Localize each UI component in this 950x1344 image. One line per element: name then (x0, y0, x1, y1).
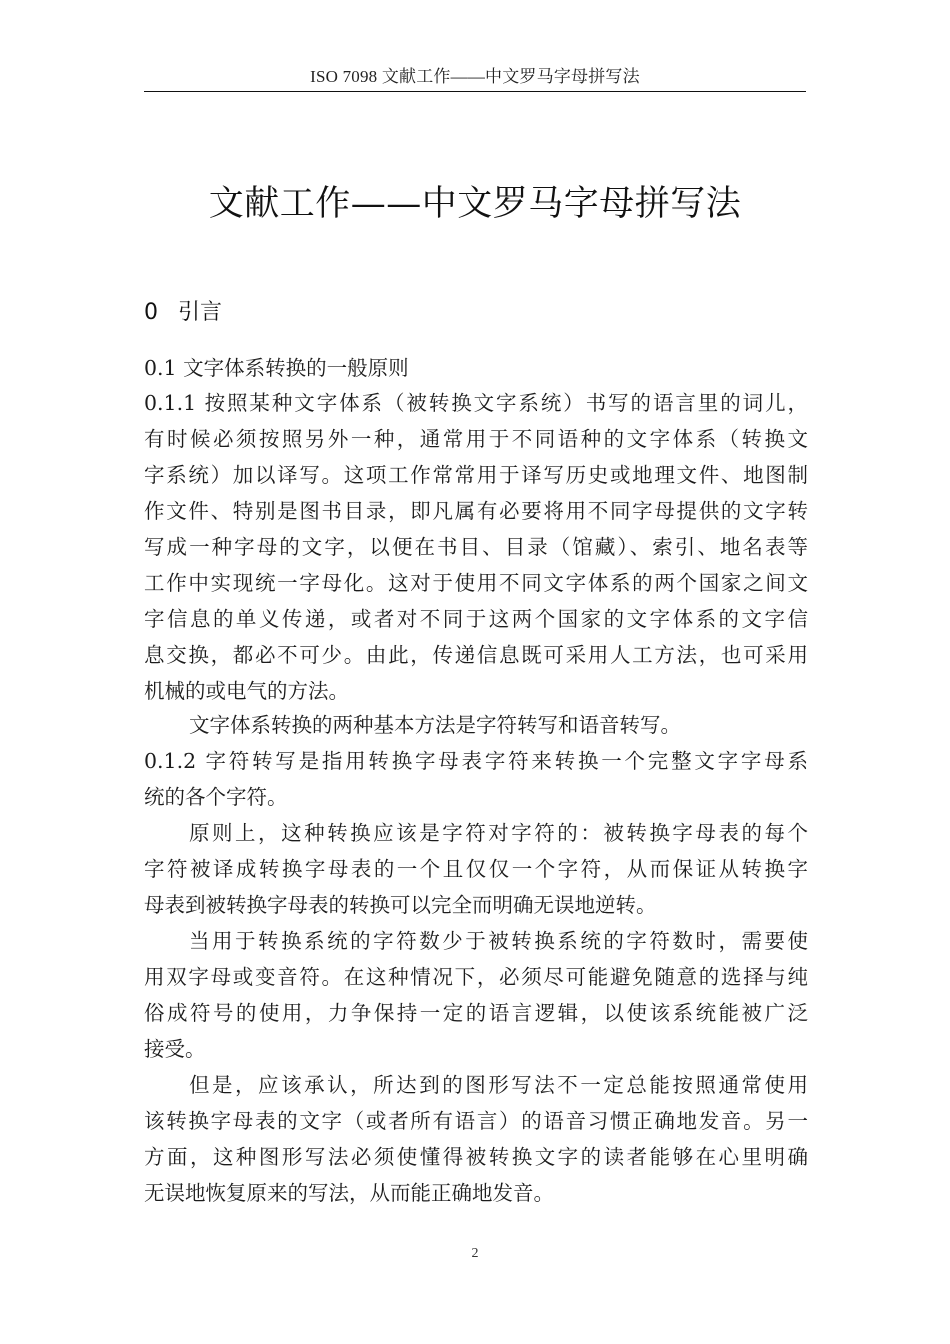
paragraph-line: 俗成符号的使用，力争保持一定的语言逻辑，以使该系统能被广泛 (144, 1001, 808, 1025)
paragraph-line: 0.1.1 按照某种文字体系（被转换文字系统）书写的语言里的词儿， (144, 391, 808, 415)
running-header: ISO 7098 文献工作——中文罗马字母拼写法 (310, 67, 640, 86)
subsection-heading: 0.1 文字体系转换的一般原则 (144, 356, 409, 380)
paragraph-line: 字系统）加以译写。这项工作常常用于译写历史或地理文件、地图制 (144, 463, 808, 487)
section-label: 引言 (178, 300, 223, 325)
section-heading (144, 298, 222, 328)
paragraph-line: 息交换，都必不可少。由此，传递信息既可采用人工方法，也可采用 (144, 643, 808, 667)
document-title: 文献工作——中文罗马字母拼写法 (208, 184, 742, 224)
paragraph-line: 无误地恢复原来的写法，从而能正确地发音。 (144, 1181, 554, 1205)
paragraph-line: 但是，应该承认，所达到的图形写法不一定总能按照通常使用 (189, 1073, 808, 1097)
paragraph-line: 字符被译成转换字母表的一个且仅仅一个字符，从而保证从转换字 (144, 857, 808, 881)
paragraph-line: 机械的或电气的方法。 (144, 679, 349, 703)
paragraph-line: 0.1.2 字符转写是指用转换字母表字符来转换一个完整文字字母系 (144, 749, 808, 773)
header-divider (144, 91, 806, 92)
paragraph-line: 写成一种字母的文字，以便在书目、目录（馆藏）、索引、地名表等 (144, 535, 808, 559)
paragraph-line: 字信息的单义传递，或者对不同于这两个国家的文字体系的文字信 (144, 607, 808, 631)
section-number: 0 (144, 300, 158, 325)
paragraph-line: 接受。 (144, 1037, 206, 1061)
paragraph-line: 当用于转换系统的字符数少于被转换系统的字符数时，需要使 (189, 929, 808, 953)
paragraph-line: 作文件、特别是图书目录，即凡属有必要将用不同字母提供的文字转 (144, 499, 808, 523)
paragraph-line: 母表到被转换字母表的转换可以完全而明确无误地逆转。 (144, 893, 657, 917)
paragraph-line: 用双字母或变音符。在这种情况下，必须尽可能避免随意的选择与纯 (144, 965, 808, 989)
paragraph-line: 工作中实现统一字母化。这对于使用不同文字体系的两个国家之间文 (144, 571, 808, 595)
paragraph-line: 原则上，这种转换应该是字符对字符的：被转换字母表的每个 (189, 821, 808, 845)
paragraph-line: 方面，这种图形写法必须使懂得被转换文字的读者能够在心里明确 (144, 1145, 808, 1169)
paragraph-line: 该转换字母表的文字（或者所有语言）的语音习惯正确地发音。另一 (144, 1109, 808, 1133)
paragraph-line: 有时候必须按照另外一种，通常用于不同语种的文字体系（转换文 (144, 427, 808, 451)
page-number: 2 (471, 1246, 479, 1261)
paragraph-line: 统的各个字符。 (144, 785, 288, 809)
paragraph-line: 文字体系转换的两种基本方法是字符转写和语音转写。 (189, 713, 681, 737)
